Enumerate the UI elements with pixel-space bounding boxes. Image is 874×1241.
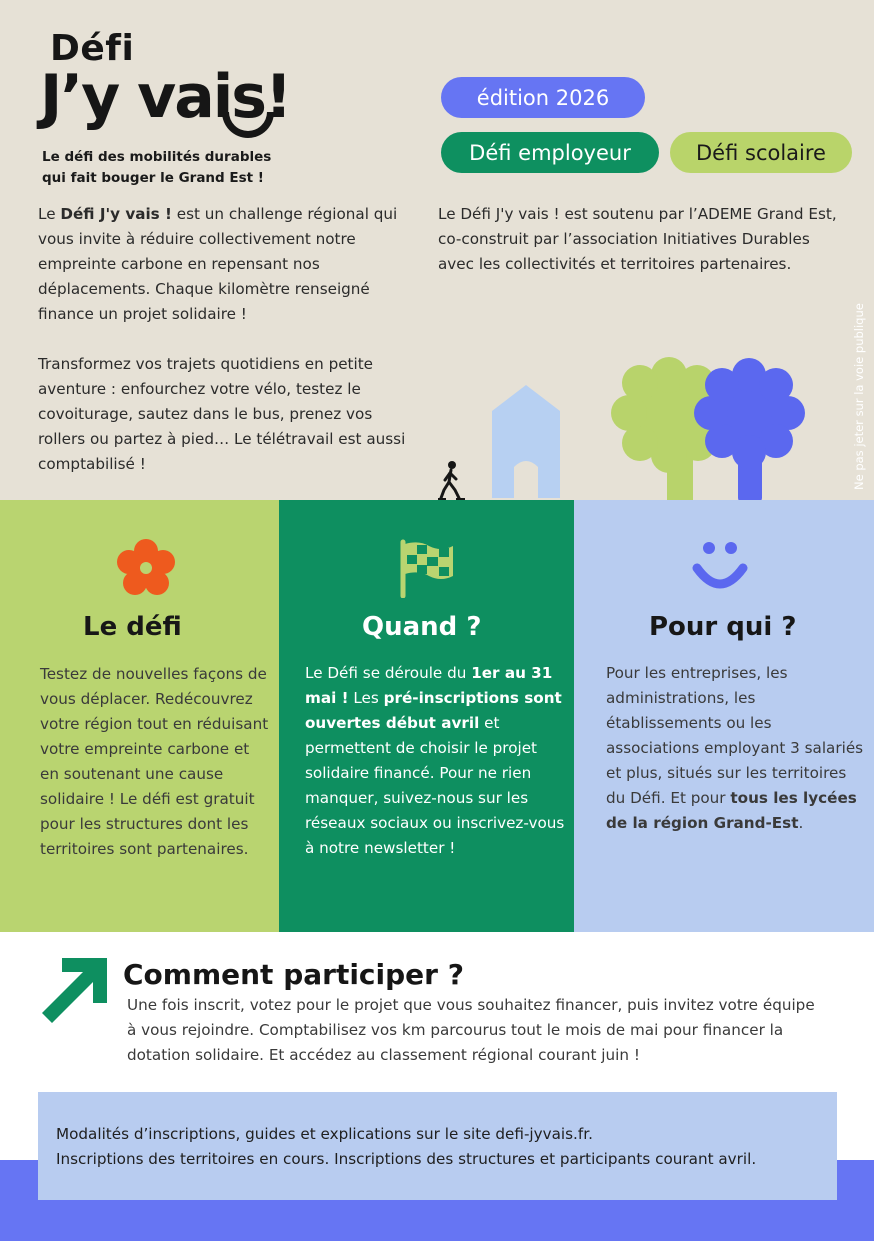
flower-icon	[115, 538, 177, 600]
column-title: Le défi	[83, 612, 182, 642]
defi-scolaire-badge: Défi scolaire	[670, 132, 852, 173]
column-le-defi	[0, 500, 279, 932]
pourqui-text-2: .	[798, 814, 804, 832]
quand-text-2: Les	[348, 689, 384, 707]
quand-text-3: et permettent de choisir le projet solidaire financé. Pour ne rien manquer, suivez-nous sur les réseaux sociaux ou inscrivez-vous à notre newsletter !	[305, 714, 565, 857]
logo-defi: Défi	[50, 28, 135, 69]
header-section	[0, 0, 874, 500]
support-paragraph: Le Défi J'y vais ! est soutenu par l’ADEME Grand Est, co-construit par l’association Initiatives Durables avec les collectivités et territoires partenaires.	[438, 205, 837, 273]
comment-participer-text: Une fois inscrit, votez pour le projet que vous souhaitez financer, puis invitez votre équipe à vous rejoindre. Comptabilisez vos km parcourus tout le mois de mai pour financer la dotation solidaire. Et accédez au classement régional courant juin !	[127, 996, 815, 1064]
intro-p1-prefix: Le	[38, 205, 61, 223]
pourqui-lycees: tous les lycées de la région Grand-Est	[606, 789, 857, 832]
checkered-flag-icon	[397, 538, 457, 598]
quand-preinscriptions: pré-inscriptions sont ouvertes début avril	[305, 689, 562, 732]
intro-p1-rest: est un challenge régional qui vous invite à réduire collectivement notre empreinte carbone en repensant nos déplacements. Chaque kilomètre renseigné finance un projet solidaire !	[38, 205, 398, 323]
column-quand	[279, 500, 574, 932]
pourqui-text-1: Pour les entreprises, les administrations, les établissements ou les associations employant 3 salariés et plus, situés sur les territoires du Défi. Et pour	[606, 664, 864, 807]
intro-paragraph-2: Transformez vos trajets quotidiens en petite aventure : enfourchez votre vélo, testez le covoiturage, sautez dans le bus, prenez vos rollers ou partez à pied… Le télétravail est aussi comptabilisé !	[38, 355, 406, 473]
tagline	[42, 147, 271, 189]
house-illustration	[492, 385, 560, 498]
defi-employeur-badge: Défi employeur	[441, 132, 659, 173]
info-line-1: Modalités d’inscriptions, guides et explications sur le site defi-jyvais.fr.	[56, 1125, 593, 1143]
column-text: Testez de nouvelles façons de vous déplacer. Redécouvrez votre région tout en réduisant votre empreinte carbone et en soutenant une cause solidaire ! Le défi est gratuit pour les structures dont les territoires sont partenaires.	[40, 665, 269, 858]
column-text	[606, 661, 868, 836]
smiley-icon	[691, 538, 749, 596]
arrow-up-right-icon	[40, 958, 107, 1025]
logo-smile-icon	[222, 112, 274, 138]
column-pour-qui	[574, 500, 874, 932]
quand-dates: 1er au 31 mai !	[305, 664, 553, 707]
logo-jyvais: J’y vais!	[40, 62, 291, 132]
intro-p1-bold: Défi J'y vais !	[60, 205, 172, 223]
column-title: Quand ?	[362, 612, 482, 642]
walker-icon	[438, 460, 468, 502]
info-line-2: Inscriptions des territoires en cours. Inscriptions des structures et participants courant avril.	[56, 1150, 757, 1168]
column-title: Pour qui ?	[649, 612, 797, 642]
info-box	[38, 1092, 837, 1200]
tagline-line-1: Le défi des mobilités durables	[42, 149, 272, 165]
tree-illustration	[693, 357, 806, 470]
vertical-disposal-note: Ne pas jeter sur la voie publique	[852, 303, 866, 490]
edition-badge: édition 2026	[441, 77, 645, 118]
intro-paragraph-1	[38, 202, 418, 327]
quand-text-1: Le Défi se déroule du	[305, 664, 472, 682]
comment-participer-title: Comment participer ?	[123, 958, 464, 991]
tagline-line-2: qui fait bouger le Grand Est !	[42, 170, 264, 186]
column-text	[305, 661, 567, 861]
